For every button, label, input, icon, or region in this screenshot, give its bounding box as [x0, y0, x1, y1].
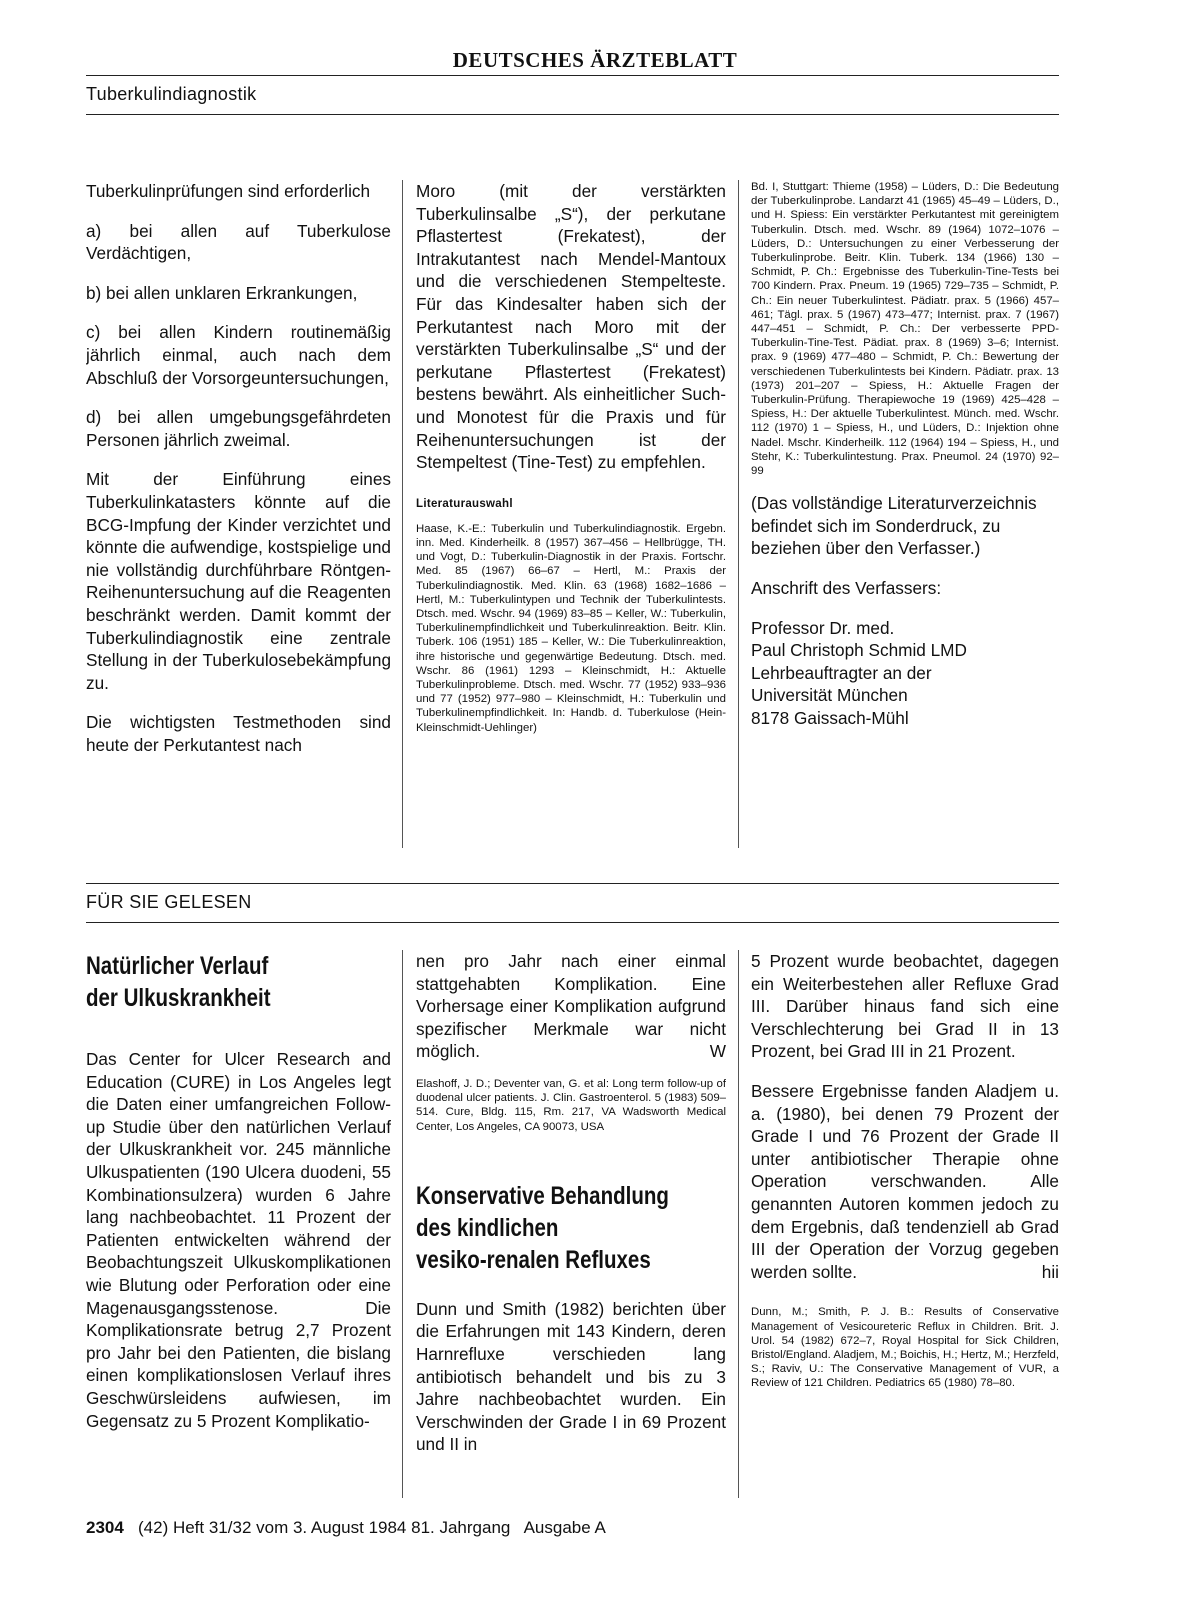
title-line: des kindlichen — [416, 1213, 559, 1242]
body-paragraph: a) bei allen auf Tuberkulose Verdächtigen, — [86, 220, 391, 264]
article1-column-1 — [86, 180, 391, 852]
header-rule-top — [86, 75, 1059, 76]
body-paragraph: Mit der Einführung eines Tuberkulinkatasters könnte auf die BCG-Impfung der Kinder verzichtet und könnte die aufwendige, kostspielige und nie vollständig durchführbare Röntgen-Reihenuntersuchung auf die Reagenten beschränkt werden. Damit kommt der Tuberkulindiagnostik eine zentrale Stellung in der Tuberkulosebekämpfung zu. — [86, 469, 391, 693]
body-paragraph: c) bei allen Kindern routinemäßig jährlich einmal, auch nach dem Abschluß der Vorsorgeuntersuchungen, — [86, 322, 391, 388]
address-line: Paul Christoph Schmid LMD — [751, 640, 967, 661]
issue-info: (42) Heft 31/32 vom 3. August 1984 81. Jahrgang — [138, 1518, 511, 1537]
page-footer — [86, 1518, 606, 1538]
literature-list: Haase, K.-E.: Tuberkulin und Tuberkulindiagnostik. Ergebn. inn. Med. Kinderheilk. 8 (1957) 367–456 – Hellbrügge, TH. und Vogt, D.: Tuberkulin-Diagnostik in der Praxis. Fortschr. Med. 85 (1967) 66–67 – Hertl, M.: Praxis der Tuberkulindiagnostik. Med. Klin. 63 (1968) 1682–1686 – Hertl, M.: Tuberkulintypen und Technik der Tuberkulintests. Dtsch. med. Wschr. 94 (1969) 83–85 – Keller, W.: Tuberkulin, Tuberkulinempfindlichkeit und Tuberkulinreaktion. Beitr. Klin. Tuberk. 106 (1951) 185 – Keller, W.: Die Tuberkulinreaktion, ihre historische und gegenwärtige Bedeutung. Dtsch. med. Wschr. 86 (1961) 1293 – Kleinschmidt, H.: Aktuelle Tuberkulinprobleme. Dtsch. med. Wschr. 77 (1952) 933–936 und 77 (1952) 977–980 – Kleinschmidt, H.: Tuberkulin und Tuberkulinempfindlichkeit. In: Handb. d. Tuberkulose (Hein-Kleinschmidt-Uehlinger) — [416, 522, 726, 734]
page-number: 2304 — [86, 1518, 124, 1537]
journal-title: DEUTSCHES ÄRZTEBLATT — [452, 48, 738, 72]
body-paragraph: b) bei allen unklaren Erkrankungen, — [86, 282, 358, 303]
column-divider — [402, 950, 403, 1498]
address-line: Universität München — [751, 685, 908, 706]
header-rule-bottom — [86, 114, 1059, 115]
title-line: vesiko-renalen Refluxes — [416, 1245, 651, 1274]
body-paragraph: nen pro Jahr nach einer einmal stattgehabten Komplikation. Eine Vorhersage einer Komplikation aufgrund spezifischer Merkmale war nicht möglich. W — [416, 951, 726, 1062]
column-divider — [402, 180, 403, 848]
title-line: Natürlicher Verlauf — [86, 952, 269, 980]
address-line: 8178 Gaissach-Mühl — [751, 708, 909, 729]
body-paragraph: d) bei allen umgebungsgefährdeten Personen jährlich zweimal. — [86, 407, 391, 450]
body-paragraph: 5 Prozent wurde beobachtet, dagegen ein Weiterbestehen aller Refluxe Grad III. Darüber hinaus fand sich eine Verschlechterung bei Grad II in 13 Prozent, bei Grad III in 21 Prozent. — [751, 951, 1059, 1062]
address-heading: Anschrift des Verfassers: — [751, 578, 942, 599]
article2-column-1 — [86, 950, 391, 1505]
address-line: Professor Dr. med. — [751, 617, 895, 638]
literature-list-continued: Bd. I, Stuttgart: Thieme (1958) – Lüders, D.: Die Bedeutung der Tuberkulinprobe. Landarzt 41 (1965) 45–49 – Lüders, D., und H. Spiess: Ein verstärkter Perkutantest mit gereinigtem Tuberkulin. Dtsch. med. Wschr. 89 (1964) 1072–1076 – Lüders, D.: Untersuchungen zu einer Verbesserung der Tuberkulinprobe. Beitr. Klin. Tuberk. 134 (1966) 130 – Schmidt, P. Ch.: Ergebnisse des Tuberkulin-Tine-Tests bei 700 Kindern. Prax. Pneum. 19 (1965) 729–735 – Schmidt, P. Ch.: Ein neuer Tuberkulintest. Pädiatr. prax. 5 (1966) 457–461; Tägl. prax. 5 (1967) 473–477; Internist. prax. 7 (1967) 447–451 – Schmidt, P. Ch.: Der verbesserte PPD-Tuberkulin-Tine-Test. Pädiat. prax. 8 (1969) 3–6; Internist. prax. 9 (1969) 477–480 – Schmidt, P. Ch.: Bewertung der verschiedenen Tuberkulintests bei Kindern. Pädiatr. prax. 13 (1973) 201–207 – Spiess, H.: Aktuelle Fragen der Tuberkulin-Prüfung. Therapiewoche 19 (1969) 425–428 – Spiess, H.: Der aktuelle Tuberkulintest. Münch. med. Wschr. 112 (1970) 1 – Spiess, H., und Lüders, D.: Injektion ohne Nadel. Mschr. Kinderheilk. 112 (1964) 194 – Spiess, H., und Stehr, K.: Tuberkulintestung. Prax. Pneumol. 24 (1970) 92–99 — [751, 181, 1059, 478]
author-signature: W — [709, 1041, 726, 1062]
body-paragraph: Dunn und Smith (1982) berichten über die Erfahrungen mit 143 Kindern, deren Harnrefluxe verschieden lang antibiotisch behandelt und bis zu 3 Jahre nachbeobachtet wurden. Ein Verschwinden der Grade I in 69 Prozent und II in — [416, 1298, 726, 1455]
bibliography-note: (Das vollständige Literaturverzeichnis befindet sich im Sonderdruck, zu beziehen über den Verfasser.) — [751, 493, 1037, 559]
article3-reference: Dunn, M.; Smith, P. J. B.: Results of Conservative Management of Vesicoureteric Reflux in Children. Brit. J. Urol. 54 (1982) 672–7, Royal Hospital for Sick Children, Bristol/England. Aladjem, M.; Boichis, H.; Hertz, M.; Herzfeld, S.; Raviv, U.: The Conservative Management of VUR, a Review of 121 Children. Pediatrics 65 (1980) 78–80. — [751, 1306, 1059, 1390]
title-line: Konservative Behandlung — [416, 1181, 669, 1210]
column-divider — [738, 180, 739, 848]
title-line: der Ulkuskrankheit — [86, 984, 271, 1012]
body-paragraph: Moro (mit der verstärkten Tuberkulinsalbe „S“), der perkutane Pflastertest (Frekatest), der Intrakutantest nach Mendel-Mantoux und die verschiedenen Stempelteste. Für das Kindesalter haben sich der Perkutantest nach Moro mit der verstärkten Tuberkulinsalbe „S“ und der perkutane Pflastertest (Frekatest) bestens bewährt. Als einheitlicher Such- und Monotest für die Praxis und für Reihenuntersuchungen ist der Stempeltest (Tine-Test) zu empfehlen. — [416, 181, 726, 473]
body-paragraph: Das Center for Ulcer Research and Education (CURE) in Los Angeles legt die Daten einer umfangreichen Follow-up Studie über den natürlichen Verlauf der Ulkuskrankheit vor. 245 männliche Ulkuspatienten (190 Ulcera duodeni, 55 Kombinationsulzera) wurden 6 Jahre lang nachbeobachtet. 11 Prozent der Patienten entwickelten während der Beobachtungszeit Ulkuskomplikationen wie Blutung oder Perforation oder eine Magenausgangsstenose. Die Komplikationsrate betrug 2,7 Prozent pro Jahr bei den Patienten, die bislang einen komplikationslosen Verlauf ihres Geschwürsleidens aufwiesen, im Gegensatz zu 5 Prozent Komplikatio- — [86, 1049, 391, 1431]
article2-reference: Elashoff, J. D.; Deventer van, G. et al: Long term follow-up of duodenal ulcer patients. J. Clin. Gastroenterol. 5 (1983) 509–514. Cure, Bldg. 115, Rm. 217, VA Wadsworth Medical Center, Los Angeles, CA 90073, USA — [416, 1077, 726, 1133]
author-signature: hii — [1041, 1261, 1059, 1282]
article1-column-3 — [751, 180, 1059, 852]
section-rule-bottom — [86, 922, 1059, 923]
address-line: Lehrbeauftragter an der — [751, 662, 932, 683]
edition-info: Ausgabe A — [523, 1518, 606, 1537]
article2-3-column-2 — [416, 950, 726, 1505]
column-divider — [738, 950, 739, 1498]
section-label-top: Tuberkulindiagnostik — [86, 84, 257, 104]
literature-heading: Literaturauswahl — [416, 497, 513, 510]
body-paragraph: Die wichtigsten Testmethoden sind heute der Perkutantest nach — [86, 712, 391, 755]
section-label: FÜR SIE GELESEN — [86, 892, 252, 912]
article2-title — [86, 950, 336, 1014]
section-rule-top — [86, 883, 1059, 884]
body-paragraph: Bessere Ergebnisse fanden Aladjem u. a. (1980), bei denen 79 Prozent der Grade I und 76 Prozent der Grade II unter antibiotischer Therapie ohne Operation verschwanden. Alle genannten Autoren kommen jedoch zu dem Ergebnis, daß tendenziell ab Grad III der Operation der Vorzug gegeben werden sollte. hii — [751, 1080, 1059, 1282]
article3-title — [416, 1180, 670, 1276]
body-paragraph: Tuberkulinprüfungen sind erforderlich — [86, 181, 371, 201]
author-address — [751, 617, 1059, 730]
article3-column-3 — [751, 950, 1059, 1505]
article1-column-2 — [416, 180, 726, 852]
